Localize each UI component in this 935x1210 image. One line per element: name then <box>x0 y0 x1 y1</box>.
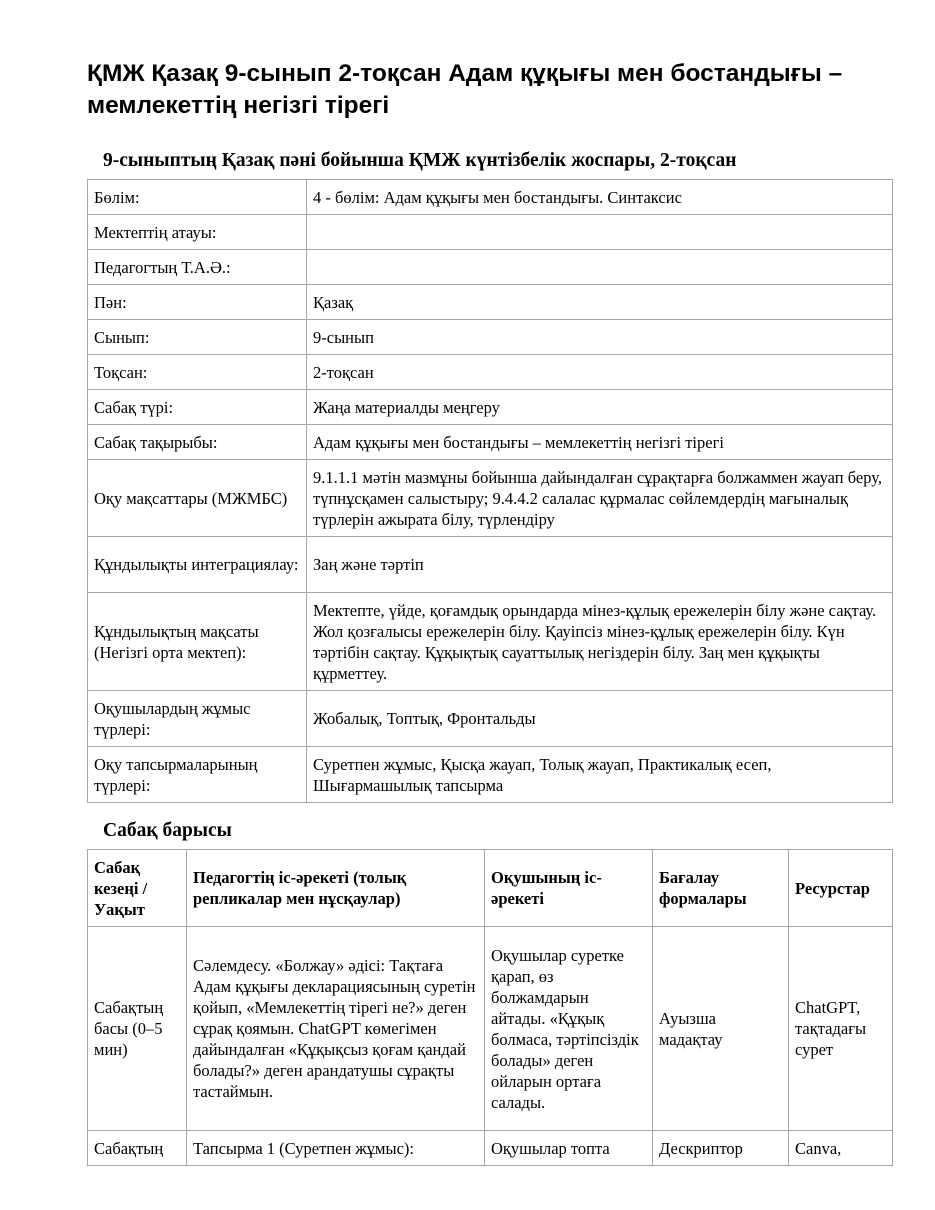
info-row-quarter <box>88 355 893 390</box>
lesson-progress-heading: Сабақ барысы <box>103 820 232 841</box>
column-header-resources: Ресурстар <box>789 850 893 927</box>
info-label: Сабақ түрі: <box>88 390 307 425</box>
info-value: Жобалық, Топтық, Фронтальды <box>307 691 893 747</box>
stage-cell: Сабақтың <box>88 1131 187 1166</box>
info-label: Сабақ тақырыбы: <box>88 425 307 460</box>
column-header-teacher-activity: Педагогтің іс-әрекеті (толық репликалар мен нұсқаулар) <box>187 850 485 927</box>
info-row-lesson-type <box>88 390 893 425</box>
info-row-section <box>88 180 893 215</box>
resources-cell: Canva, <box>789 1131 893 1166</box>
column-header-student-activity: Оқушының іс-әрекеті <box>485 850 653 927</box>
info-row-lesson-topic <box>88 425 893 460</box>
info-label: Сынып: <box>88 320 307 355</box>
teacher-activity-cell: Сәлемдесу. «Болжау» әдісі: Тақтаға Адам құқығы декларациясының суретін қойып, «Мемлекеттің тірегі не?» деген сұрақ қоямын. ChatGPT көмегімен дайындалған «Құқықсыз қоғам қандай болады?» деген арандатушы сұрақты тастаймын. <box>187 927 485 1131</box>
info-label: Пән: <box>88 285 307 320</box>
info-value: Қазақ <box>307 285 893 320</box>
info-row-task-types <box>88 747 893 803</box>
plan-heading: 9-сыныптың Қазақ пәні бойынша ҚМЖ күнтізбелік жоспары, 2-тоқсан <box>103 150 737 171</box>
info-label: Оқу тапсырмаларының түрлері: <box>88 747 307 803</box>
info-row-teacher <box>88 250 893 285</box>
info-value: Заң және тәртіп <box>307 537 893 593</box>
info-row-value-integration <box>88 537 893 593</box>
info-value: 2-тоқсан <box>307 355 893 390</box>
column-header-assessment: Бағалау формалары <box>653 850 789 927</box>
info-row-value-goal <box>88 593 893 691</box>
lesson-progress-table <box>87 849 893 1166</box>
info-row-work-types <box>88 691 893 747</box>
info-value <box>307 250 893 285</box>
info-value: Жаңа материалды меңгеру <box>307 390 893 425</box>
info-label: Бөлім: <box>88 180 307 215</box>
student-activity-cell: Оқушылар топта <box>485 1131 653 1166</box>
resources-cell: ChatGPT, тақтадағы сурет <box>789 927 893 1131</box>
info-label: Құндылықты интеграциялау: <box>88 537 307 593</box>
table-row <box>88 1131 893 1166</box>
info-value: Мектепте, үйде, қоғамдық орындарда мінез-құлық ережелерін білу және сақтау. Жол қозғалысы ережелерін білу. Қауіпсіз мінез-құлық ережелерін білу. Күн тәртібін сақтау. Құқықтық сауаттылық негіздерін білу. Заң мен құқықты құрметтеу. <box>307 593 893 691</box>
info-row-subject <box>88 285 893 320</box>
stage-cell: Сабақтың басы (0–5 мин) <box>88 927 187 1131</box>
info-value: 4 - бөлім: Адам құқығы мен бостандығы. Синтаксис <box>307 180 893 215</box>
assessment-cell: Ауызша мадақтау <box>653 927 789 1131</box>
info-label: Оқушылардың жұмыс түрлері: <box>88 691 307 747</box>
assessment-cell: Дескриптор <box>653 1131 789 1166</box>
info-row-learning-objectives <box>88 460 893 537</box>
lesson-info-table <box>87 179 893 803</box>
info-label: Мектептің атауы: <box>88 215 307 250</box>
document-title: ҚМЖ Қазақ 9-сынып 2-тоқсан Адам құқығы мен бостандығы – мемлекеттің негізгі тірегі <box>87 60 843 119</box>
student-activity-cell: Оқушылар суретке қарап, өз болжамдарын айтады. «Құқық болмаса, тәртіпсіздік болады» деген ойларын ортаға салады. <box>485 927 653 1131</box>
teacher-activity-cell: Тапсырма 1 (Суретпен жұмыс): <box>187 1131 485 1166</box>
info-value: 9-сынып <box>307 320 893 355</box>
info-row-grade <box>88 320 893 355</box>
info-label: Оқу мақсаттары (МЖМБС) <box>88 460 307 537</box>
column-header-stage: Сабақ кезеңі / Уақыт <box>88 850 187 927</box>
info-label: Педагогтың Т.А.Ә.: <box>88 250 307 285</box>
info-label: Құндылықтың мақсаты (Негізгі орта мектеп): <box>88 593 307 691</box>
lesson-header-row <box>88 850 893 927</box>
info-label: Тоқсан: <box>88 355 307 390</box>
info-value <box>307 215 893 250</box>
info-value: Адам құқығы мен бостандығы – мемлекеттің негізгі тірегі <box>307 425 893 460</box>
info-row-school <box>88 215 893 250</box>
info-value: Суретпен жұмыс, Қысқа жауап, Толық жауап, Практикалық есеп, Шығармашылық тапсырма <box>307 747 893 803</box>
info-value: 9.1.1.1 мәтін мазмұны бойынша дайындалған сұрақтарға болжаммен жауап беру, түпнұсқамен салыстыру; 9.4.4.2 салалас құрмалас сөйлемдердің мағыналық түрлерін ажырата білу, түрлендіру <box>307 460 893 537</box>
table-row <box>88 927 893 1131</box>
